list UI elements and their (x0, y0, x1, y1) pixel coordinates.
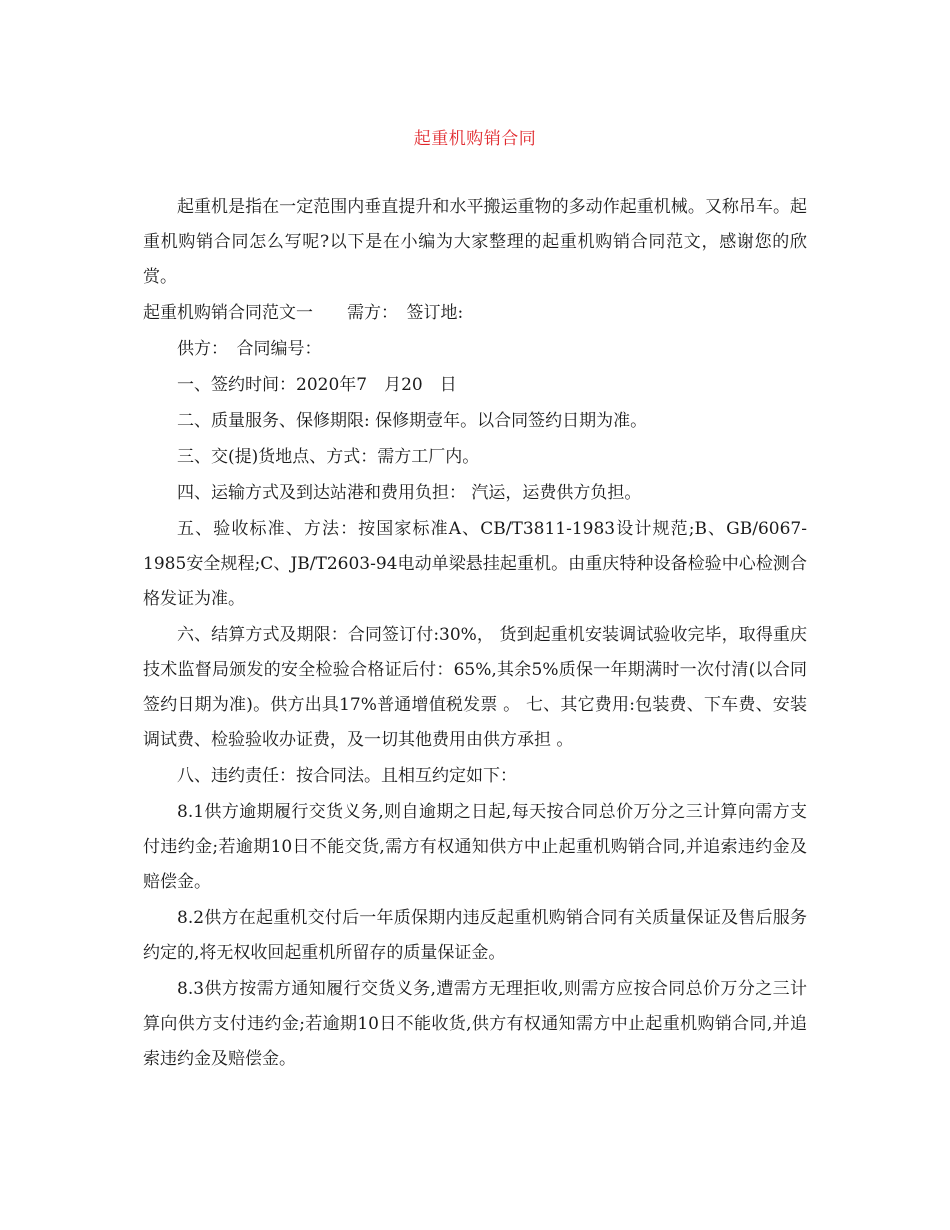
clause-2: 二、质量服务、保修期限: 保修期壹年。以合同签约日期为准。 (177, 411, 648, 431)
clause-8-3: 8.3供方按需方通知履行交货义务,遭需方无理拒收,则需方应按合同总价万分之三计算向供方支付违约金;若逾期10日不能收货,供方有权通知需方中止起重机购销合同,并追索违约金及赔偿金。 (143, 979, 807, 1069)
clause-5: 五、验收标准、方法：按国家标准A、CB/T3811-1983设计规范;B、GB/6067-1985安全规程;C、JB/T2603-94电动单梁悬挂起重机。由重庆特种设备检验中心检测合格发证为准。 (143, 519, 807, 609)
supplier-line: 供方： 合同编号： (177, 339, 322, 359)
clause-3: 三、交(提)货地点、方式：需方工厂内。 (177, 447, 480, 467)
clause-8-1: 8.1供方逾期履行交货义务,则自逾期之日起,每天按合同总价万分之三计算向需方支付违约金;若逾期10日不能交货,需方有权通知供方中止起重机购销合同,并追索违约金及赔偿金。 (143, 802, 807, 892)
document-body (143, 190, 807, 1078)
clause-4: 四、运输方式及到达站港和费用负担： 汽运，运费供方负担。 (177, 483, 642, 503)
sample-heading-line: 起重机购销合同范文一 需方： 签订地: (143, 303, 464, 323)
document-title: 起重机购销合同 (413, 129, 537, 149)
clause-8-2: 8.2供方在起重机交付后一年质保期内违反起重机购销合同有关质量保证及售后服务约定的,将无权收回起重机所留存的质量保证金。 (143, 908, 807, 963)
clause-8: 八、违约责任：按合同法。且相互约定如下： (177, 766, 517, 786)
intro-paragraph: 起重机是指在一定范围内垂直提升和水平搬运重物的多动作起重机械。又称吊车。起重机购销合同怎么写呢?以下是在小编为大家整理的起重机购销合同范文，感谢您的欣赏。 (143, 197, 807, 287)
clause-1: 一、签约时间：2020年7 月20 日 (177, 375, 457, 395)
clause-6-7: 六、结算方式及期限：合同签订付:30%， 货到起重机安装调试验收完毕，取得重庆技术监督局颁发的安全检验合格证后付：65%,其余5%质保一年期满时一次付清(以合同签约日期为准)。供方出具17%普通增值税发票 。 七、其它费用:包装费、下车费、安装调试费、检验验收办证费，及一切其他费用由供方承担 。 (143, 625, 807, 750)
